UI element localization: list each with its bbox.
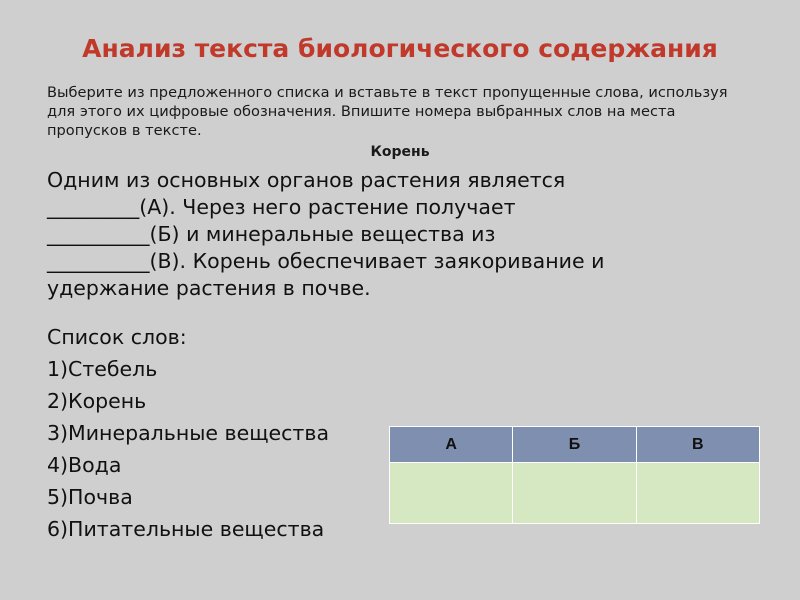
passage-line: __________(В). Корень обеспечивает заякоривание и <box>47 249 605 273</box>
answer-header-v: В <box>636 427 759 463</box>
passage-line: __________(Б) и минеральные вещества из <box>47 222 496 246</box>
answer-cell-v[interactable] <box>636 463 759 524</box>
word-list-item: 3)Минеральные вещества <box>47 421 330 445</box>
word-list-heading: Список слов: <box>47 325 187 349</box>
passage-text <box>47 167 767 302</box>
slide-title: Анализ текста биологического содержания <box>82 34 718 63</box>
answer-header-b: Б <box>513 427 636 463</box>
answer-table <box>389 426 760 524</box>
word-list <box>47 355 329 547</box>
passage-line: Одним из основных органов растения является <box>47 168 566 192</box>
word-list-item: 5)Почва <box>47 485 133 509</box>
word-list-item: 2)Корень <box>47 389 147 413</box>
answer-cell-b[interactable] <box>513 463 636 524</box>
answer-table-row <box>390 463 760 524</box>
word-list-item: 1)Стебель <box>47 357 158 381</box>
text-subtitle: Корень <box>370 144 430 160</box>
instructions-text: Выберите из предложенного списка и вставьте в текст пропущенные слова, используя для этого их цифровые обозначения. Впишите номера выбранных слов на места пропусков в тексте. <box>47 84 728 139</box>
word-list-item: 4)Вода <box>47 453 122 477</box>
answer-table-header-row <box>390 427 760 463</box>
answer-header-a: А <box>390 427 513 463</box>
word-list-item: 6)Питательные вещества <box>47 517 325 541</box>
passage-line: _________(А). Через него растение получает <box>47 195 516 219</box>
answer-cell-a[interactable] <box>390 463 513 524</box>
passage-line: удержание растения в почве. <box>47 276 371 300</box>
